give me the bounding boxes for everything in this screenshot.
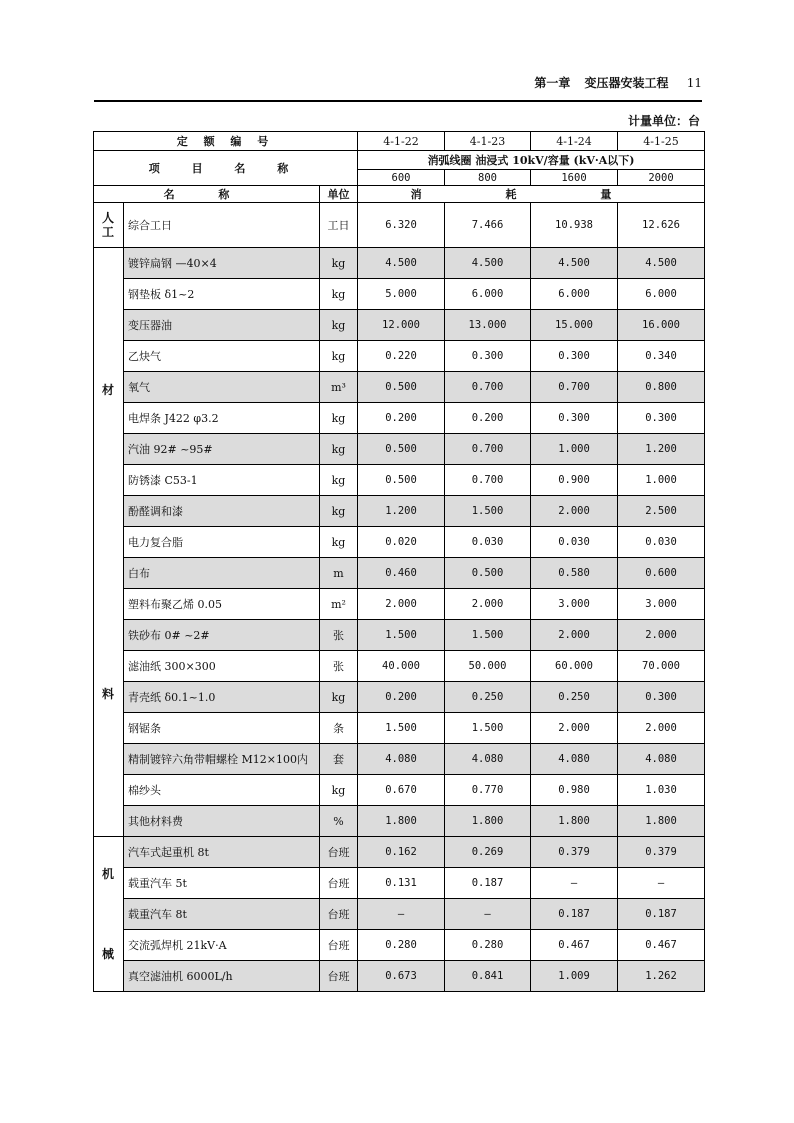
consumption-value: 0.200 bbox=[358, 403, 445, 434]
table-row bbox=[94, 713, 705, 744]
consumption-value: 7.466 bbox=[445, 203, 531, 248]
category-char: 机 bbox=[101, 867, 115, 881]
item-name: 其他材料费 bbox=[124, 806, 320, 837]
item-unit: m bbox=[320, 558, 358, 589]
consumption-value: 0.200 bbox=[358, 682, 445, 713]
consumption-value: 6.320 bbox=[358, 203, 445, 248]
column-consumption-header: 消 耗 量 bbox=[358, 186, 705, 203]
consumption-value: 4.080 bbox=[618, 744, 705, 775]
item-unit: kg bbox=[320, 682, 358, 713]
table-row bbox=[94, 744, 705, 775]
category-char: 械 bbox=[101, 947, 115, 961]
consumption-value: 0.340 bbox=[618, 341, 705, 372]
consumption-value: 1.500 bbox=[445, 713, 531, 744]
consumption-value: 2.000 bbox=[618, 620, 705, 651]
consumption-value: 1.200 bbox=[358, 496, 445, 527]
consumption-value: 1.030 bbox=[618, 775, 705, 806]
consumption-value: 50.000 bbox=[445, 651, 531, 682]
table-row bbox=[94, 248, 705, 279]
table-row bbox=[94, 837, 705, 868]
table-row bbox=[94, 899, 705, 930]
consumption-value: 0.600 bbox=[618, 558, 705, 589]
item-unit: kg bbox=[320, 434, 358, 465]
item-name: 白布 bbox=[124, 558, 320, 589]
item-unit: kg bbox=[320, 465, 358, 496]
chapter-title: 变压器安装工程 bbox=[584, 76, 669, 90]
quota-code: 4-1-24 bbox=[531, 132, 618, 151]
chapter-label: 第一章 bbox=[534, 76, 571, 90]
quota-code: 4-1-22 bbox=[358, 132, 445, 151]
item-unit: 条 bbox=[320, 713, 358, 744]
consumption-value: 4.500 bbox=[445, 248, 531, 279]
consumption-value: 0.300 bbox=[531, 341, 618, 372]
consumption-value: 1.500 bbox=[445, 496, 531, 527]
item-description: 消弧线圈 油浸式 10kV/容量 (kV·A以下) bbox=[358, 151, 705, 170]
consumption-value: 1.000 bbox=[531, 434, 618, 465]
item-name: 滤油纸 300×300 bbox=[124, 651, 320, 682]
quota-code: 4-1-23 bbox=[445, 132, 531, 151]
category-char: 料 bbox=[101, 687, 115, 701]
consumption-value: 0.467 bbox=[531, 930, 618, 961]
consumption-value: 0.500 bbox=[358, 372, 445, 403]
consumption-value: 12.000 bbox=[358, 310, 445, 341]
consumption-value: 0.220 bbox=[358, 341, 445, 372]
consumption-value: 0.841 bbox=[445, 961, 531, 992]
consumption-value: 0.673 bbox=[358, 961, 445, 992]
item-unit: kg bbox=[320, 248, 358, 279]
table-row bbox=[94, 930, 705, 961]
capacity-value: 600 bbox=[358, 170, 445, 186]
category-char: 材 bbox=[101, 383, 115, 397]
table-row bbox=[94, 651, 705, 682]
table-row bbox=[94, 310, 705, 341]
consumption-value: 0.700 bbox=[445, 372, 531, 403]
consumption-value: 15.000 bbox=[531, 310, 618, 341]
table-row bbox=[94, 496, 705, 527]
item-unit: 张 bbox=[320, 651, 358, 682]
consumption-value: 6.000 bbox=[531, 279, 618, 310]
item-name: 汽车式起重机 8t bbox=[124, 837, 320, 868]
category-char: 人 bbox=[101, 211, 115, 225]
consumption-value: 0.770 bbox=[445, 775, 531, 806]
item-name: 精制镀锌六角带帽螺栓 M12×100内 bbox=[124, 744, 320, 775]
consumption-value: 1.500 bbox=[445, 620, 531, 651]
consumption-value: 0.500 bbox=[358, 465, 445, 496]
item-unit: kg bbox=[320, 279, 358, 310]
consumption-value: 60.000 bbox=[531, 651, 618, 682]
consumption-value: 0.250 bbox=[445, 682, 531, 713]
item-unit: 台班 bbox=[320, 868, 358, 899]
table-row bbox=[94, 203, 705, 248]
item-name: 防锈漆 C53-1 bbox=[124, 465, 320, 496]
consumption-value: 4.500 bbox=[531, 248, 618, 279]
table-row bbox=[94, 341, 705, 372]
consumption-value: 0.900 bbox=[531, 465, 618, 496]
consumption-value: 0.020 bbox=[358, 527, 445, 558]
item-unit: 张 bbox=[320, 620, 358, 651]
consumption-value: 0.250 bbox=[531, 682, 618, 713]
unit-note: 计量单位：台 bbox=[627, 114, 700, 128]
item-unit: 台班 bbox=[320, 837, 358, 868]
consumption-value: 3.000 bbox=[618, 589, 705, 620]
consumption-value: — bbox=[358, 899, 445, 930]
table-row bbox=[94, 558, 705, 589]
item-unit: 台班 bbox=[320, 930, 358, 961]
category-cell bbox=[94, 203, 124, 248]
consumption-value: 0.269 bbox=[445, 837, 531, 868]
consumption-value: 0.500 bbox=[445, 558, 531, 589]
item-name: 乙炔气 bbox=[124, 341, 320, 372]
item-name: 铁砂布 0# ~2# bbox=[124, 620, 320, 651]
capacity-value: 2000 bbox=[618, 170, 705, 186]
header-rule bbox=[94, 100, 702, 102]
consumption-value: 1.200 bbox=[618, 434, 705, 465]
consumption-value: 0.300 bbox=[618, 682, 705, 713]
consumption-value: 1.500 bbox=[358, 620, 445, 651]
item-name: 变压器油 bbox=[124, 310, 320, 341]
category-cell bbox=[94, 837, 124, 992]
consumption-value: 4.080 bbox=[358, 744, 445, 775]
item-unit: m³ bbox=[320, 372, 358, 403]
consumption-value: 0.980 bbox=[531, 775, 618, 806]
consumption-value: 6.000 bbox=[445, 279, 531, 310]
table-row bbox=[94, 868, 705, 899]
item-unit: 台班 bbox=[320, 899, 358, 930]
item-name: 棉纱头 bbox=[124, 775, 320, 806]
consumption-value: 0.300 bbox=[445, 341, 531, 372]
consumption-value: 1.800 bbox=[618, 806, 705, 837]
consumption-value: 0.500 bbox=[358, 434, 445, 465]
item-unit: 套 bbox=[320, 744, 358, 775]
consumption-value: 1.262 bbox=[618, 961, 705, 992]
consumption-value: 4.080 bbox=[531, 744, 618, 775]
item-name: 酚醛调和漆 bbox=[124, 496, 320, 527]
consumption-value: 1.500 bbox=[358, 713, 445, 744]
item-name: 镀锌扁钢 —40×4 bbox=[124, 248, 320, 279]
table-row bbox=[94, 279, 705, 310]
capacity-value: 1600 bbox=[531, 170, 618, 186]
consumption-value: 4.080 bbox=[445, 744, 531, 775]
consumption-value: 0.467 bbox=[618, 930, 705, 961]
item-name: 氧气 bbox=[124, 372, 320, 403]
consumption-value: 16.000 bbox=[618, 310, 705, 341]
item-unit: kg bbox=[320, 341, 358, 372]
consumption-value: 3.000 bbox=[531, 589, 618, 620]
column-name-header: 名 称 bbox=[94, 186, 320, 203]
consumption-value: 0.187 bbox=[618, 899, 705, 930]
table-row bbox=[94, 372, 705, 403]
category-char: 工 bbox=[101, 225, 115, 239]
item-name: 青壳纸 δ0.1~1.0 bbox=[124, 682, 320, 713]
consumption-value: 0.300 bbox=[618, 403, 705, 434]
item-name: 电力复合脂 bbox=[124, 527, 320, 558]
consumption-value: 1.800 bbox=[531, 806, 618, 837]
item-name: 真空滤油机 6000L/h bbox=[124, 961, 320, 992]
consumption-value: 0.460 bbox=[358, 558, 445, 589]
capacity-value: 800 bbox=[445, 170, 531, 186]
table-row bbox=[94, 775, 705, 806]
item-name: 电焊条 J422 φ3.2 bbox=[124, 403, 320, 434]
page-header bbox=[94, 74, 702, 96]
quota-number-label: 定 额 编 号 bbox=[94, 132, 358, 151]
consumption-value: 0.280 bbox=[445, 930, 531, 961]
table-row bbox=[94, 682, 705, 713]
consumption-value: 0.030 bbox=[618, 527, 705, 558]
consumption-value: 0.030 bbox=[445, 527, 531, 558]
consumption-value: 12.626 bbox=[618, 203, 705, 248]
consumption-value: 0.670 bbox=[358, 775, 445, 806]
consumption-value: 10.938 bbox=[531, 203, 618, 248]
consumption-value: 2.000 bbox=[531, 496, 618, 527]
consumption-value: 4.500 bbox=[618, 248, 705, 279]
item-unit: kg bbox=[320, 527, 358, 558]
table-row bbox=[94, 961, 705, 992]
consumption-value: 0.131 bbox=[358, 868, 445, 899]
consumption-value: — bbox=[618, 868, 705, 899]
consumption-value: 0.187 bbox=[445, 868, 531, 899]
quota-table bbox=[93, 131, 705, 992]
consumption-value: 1.800 bbox=[445, 806, 531, 837]
consumption-value: 13.000 bbox=[445, 310, 531, 341]
consumption-value: 2.000 bbox=[358, 589, 445, 620]
consumption-value: 0.162 bbox=[358, 837, 445, 868]
category-cell bbox=[94, 248, 124, 837]
consumption-value: 2.500 bbox=[618, 496, 705, 527]
consumption-value: 0.379 bbox=[531, 837, 618, 868]
item-unit: kg bbox=[320, 775, 358, 806]
consumption-value: 2.000 bbox=[618, 713, 705, 744]
table-row bbox=[94, 465, 705, 496]
item-unit: 工日 bbox=[320, 203, 358, 248]
page-number: 11 bbox=[686, 76, 702, 90]
item-name: 钢锯条 bbox=[124, 713, 320, 744]
table-row bbox=[94, 620, 705, 651]
consumption-value: 1.000 bbox=[618, 465, 705, 496]
consumption-value: 2.000 bbox=[445, 589, 531, 620]
consumption-value: 0.700 bbox=[531, 372, 618, 403]
item-unit: m² bbox=[320, 589, 358, 620]
consumption-value: 0.580 bbox=[531, 558, 618, 589]
consumption-value: 0.187 bbox=[531, 899, 618, 930]
item-name: 塑料布聚乙烯 0.05 bbox=[124, 589, 320, 620]
consumption-value: 2.000 bbox=[531, 620, 618, 651]
item-unit: kg bbox=[320, 403, 358, 434]
consumption-value: 0.700 bbox=[445, 434, 531, 465]
item-name: 汽油 92# ~95# bbox=[124, 434, 320, 465]
table-row bbox=[94, 434, 705, 465]
consumption-value: 6.000 bbox=[618, 279, 705, 310]
consumption-value: 5.000 bbox=[358, 279, 445, 310]
item-name: 载重汽车 5t bbox=[124, 868, 320, 899]
item-name-label: 项 目 名 称 bbox=[94, 151, 358, 186]
consumption-value: 0.300 bbox=[531, 403, 618, 434]
consumption-value: 0.700 bbox=[445, 465, 531, 496]
consumption-value: 1.009 bbox=[531, 961, 618, 992]
consumption-value: 4.500 bbox=[358, 248, 445, 279]
consumption-value: 0.800 bbox=[618, 372, 705, 403]
consumption-value: 0.280 bbox=[358, 930, 445, 961]
item-name: 综合工日 bbox=[124, 203, 320, 248]
consumption-value: 70.000 bbox=[618, 651, 705, 682]
table-row bbox=[94, 589, 705, 620]
consumption-value: 0.200 bbox=[445, 403, 531, 434]
consumption-value: — bbox=[445, 899, 531, 930]
item-unit: kg bbox=[320, 310, 358, 341]
item-unit: kg bbox=[320, 496, 358, 527]
item-name: 载重汽车 8t bbox=[124, 899, 320, 930]
consumption-value: 2.000 bbox=[531, 713, 618, 744]
table-row bbox=[94, 403, 705, 434]
item-name: 钢垫板 δ1~2 bbox=[124, 279, 320, 310]
quota-code: 4-1-25 bbox=[618, 132, 705, 151]
consumption-value: — bbox=[531, 868, 618, 899]
item-unit: 台班 bbox=[320, 961, 358, 992]
item-name: 交流弧焊机 21kV·A bbox=[124, 930, 320, 961]
table-row bbox=[94, 806, 705, 837]
consumption-value: 0.379 bbox=[618, 837, 705, 868]
consumption-value: 1.800 bbox=[358, 806, 445, 837]
column-unit-header: 单位 bbox=[320, 186, 358, 203]
consumption-value: 0.030 bbox=[531, 527, 618, 558]
consumption-value: 40.000 bbox=[358, 651, 445, 682]
item-unit: % bbox=[320, 806, 358, 837]
table-row bbox=[94, 527, 705, 558]
